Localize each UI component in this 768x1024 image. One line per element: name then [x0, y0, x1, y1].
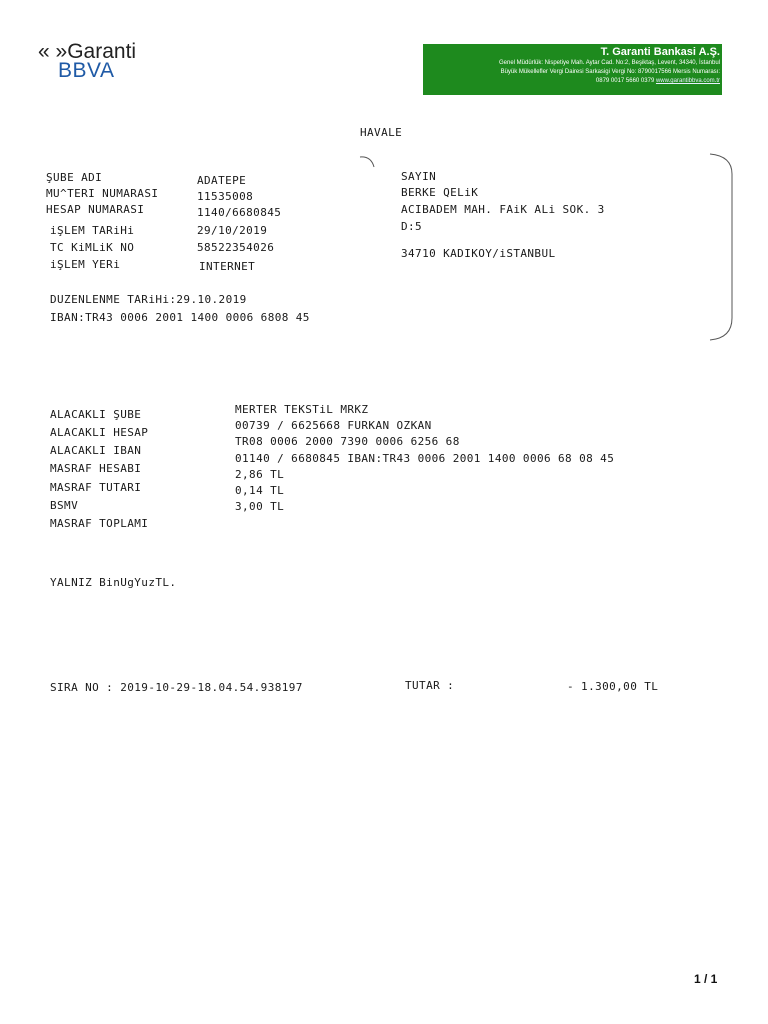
amount-value: - 1.300,00 TL [567, 680, 659, 693]
value-tc-id: 58522354026 [197, 241, 275, 254]
logo-name: Garanti [67, 40, 137, 63]
bank-tax-info: Büyük Mükellefler Vergi Dairesi Sarkasigi Vergi No: 8790017566 Mersis Numarası: [500, 69, 720, 75]
label-fee-total: MASRAF TOPLAMI [50, 517, 149, 530]
logo-symbol: « » [38, 40, 68, 63]
label-txn-date: iŞLEM TARiHi [50, 224, 135, 237]
value-creditor-iban: TR08 0006 2000 7390 0006 6256 68 [235, 435, 460, 448]
label-creditor-account: ALACAKLI HESAP [50, 426, 149, 439]
value-fee-account: 01140 / 6680845 IBAN:TR43 0006 2001 1400 0006 68 08 45 [235, 452, 615, 465]
value-branch: ADATEPE [197, 174, 247, 187]
value-creditor-account: 00739 / 6625668 FURKAN OZKAN [235, 419, 432, 432]
label-creditor-branch: ALACAKLI ŞUBE [50, 408, 142, 421]
recipient-name: BERKE QELiK [401, 186, 479, 199]
value-bsmv: 0,14 TL [235, 484, 285, 497]
label-bsmv: BSMV [50, 499, 79, 512]
value-txn-date: 29/10/2019 [197, 224, 268, 237]
bank-name: T. Garanti Bankasi A.Ş. [600, 46, 720, 58]
label-fee-amount: MASRAF TUTARI [50, 481, 142, 494]
issue-iban: IBAN:TR43 0006 2001 1400 0006 6808 45 [50, 311, 310, 324]
address-bracket-right [708, 152, 736, 342]
document-title: HAVALE [360, 126, 403, 139]
value-fee-amount: 2,86 TL [235, 468, 285, 481]
bank-phone: 0879 0017 5660 0379 [595, 78, 655, 84]
value-fee-total: 3,00 TL [235, 500, 285, 513]
issue-date: DUZENLENME TARiHi:29.10.2019 [50, 293, 247, 306]
sequence-number: SIRA NO : 2019-10-29-18.04.54.938197 [50, 681, 303, 694]
label-creditor-iban: ALACAKLI IBAN [50, 444, 142, 457]
recipient-salutation: SAYIN [401, 170, 437, 183]
value-txn-place: INTERNET [199, 260, 256, 273]
bank-info-box [423, 44, 722, 95]
bank-website-link[interactable]: www.garantibbva.com.tr [655, 78, 720, 84]
label-fee-account: MASRAF HESABI [50, 462, 142, 475]
address-bracket-left [359, 155, 377, 169]
amount-label: TUTAR : [405, 679, 455, 692]
recipient-city: 34710 KADIKOY/iSTANBUL [401, 247, 556, 260]
label-customer-no: MU^TERI NUMARASI [46, 187, 159, 200]
value-customer-no: 11535008 [197, 190, 254, 203]
label-account-no: HESAP NUMARASI [46, 203, 145, 216]
bank-address: Genel Müdürlük: Nispetiye Mah. Aytar Cad. No:2, Beşiktaş, Levent, 34340, İstanbul [498, 60, 720, 66]
label-branch: ŞUBE ADI [46, 171, 103, 184]
bank-contact [596, 78, 720, 84]
amount-in-words: YALNIZ BinUgYuzTL. [50, 576, 177, 589]
value-account-no: 1140/6680845 [197, 206, 282, 219]
page-number: 1 / 1 [694, 972, 718, 986]
recipient-address-2: D:5 [401, 220, 423, 233]
label-tc-id: TC KiMLiK NO [50, 241, 135, 254]
bbva-logo: BBVA [58, 59, 115, 82]
value-creditor-branch: MERTER TEKSTiL MRKZ [235, 403, 369, 416]
recipient-address-1: ACIBADEM MAH. FAiK ALi SOK. 3 [401, 203, 605, 216]
label-txn-place: iŞLEM YERi [50, 258, 121, 271]
